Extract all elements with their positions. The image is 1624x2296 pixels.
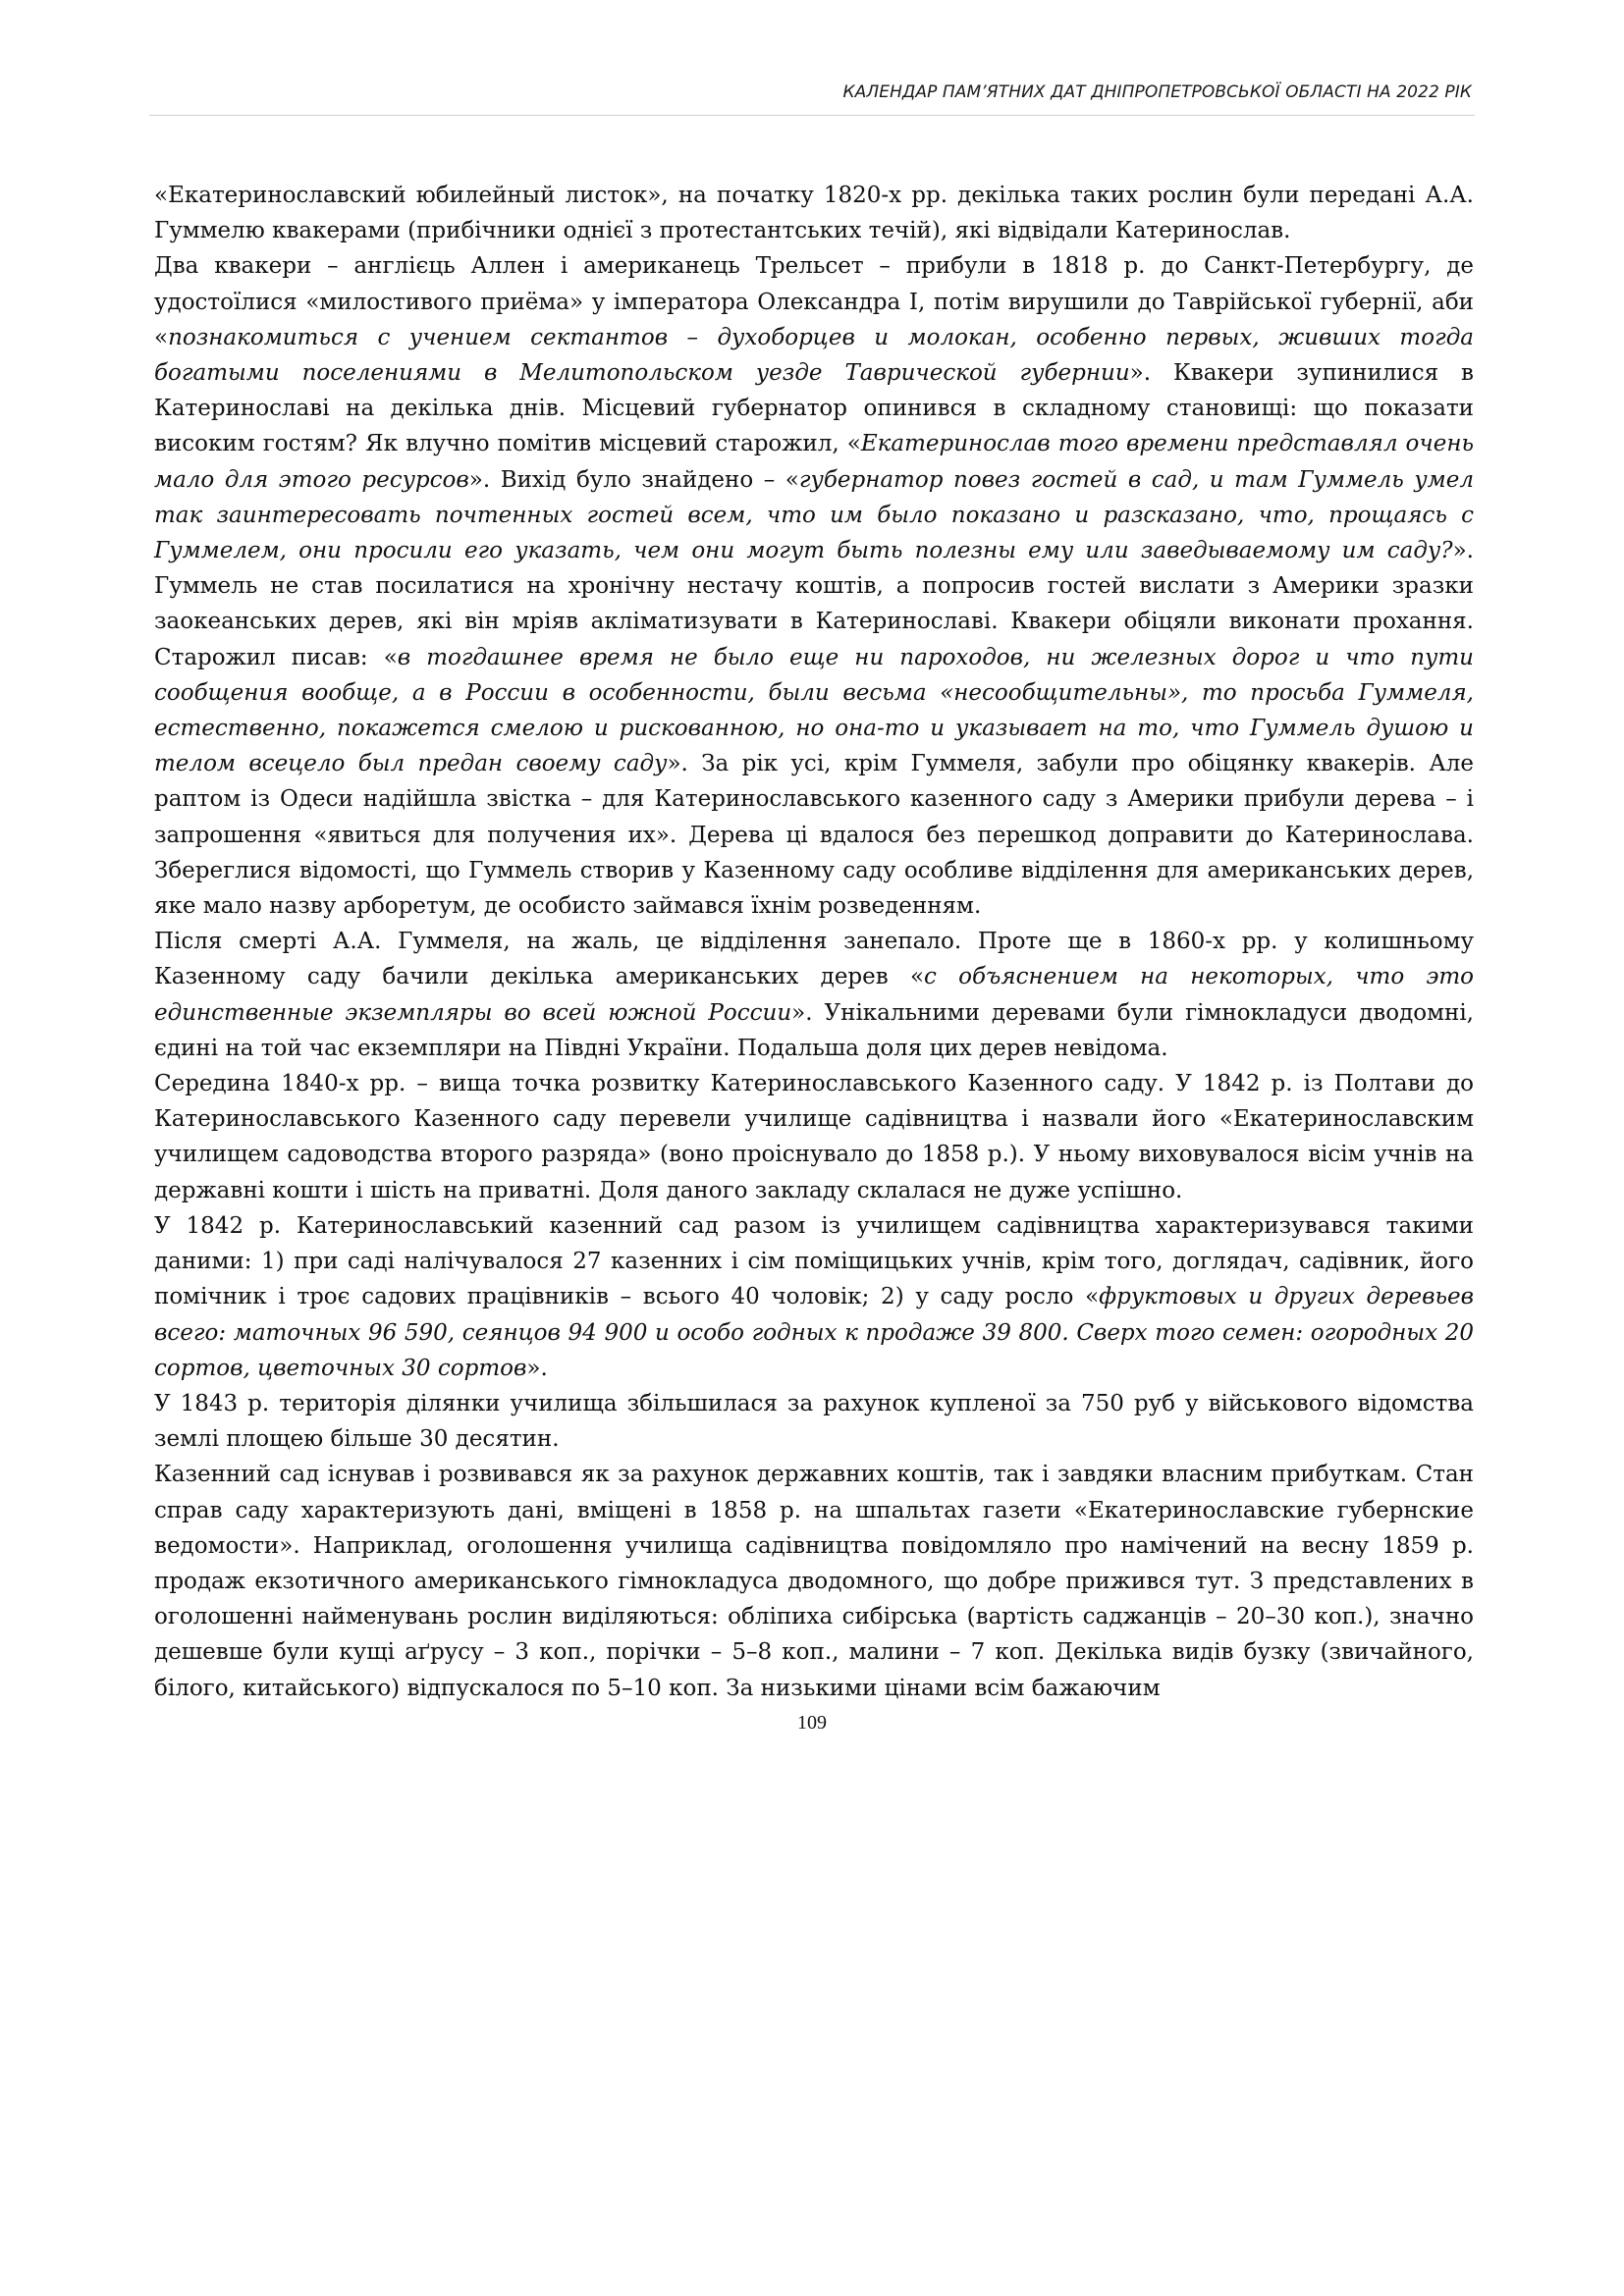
paragraph: [154, 1457, 1474, 1705]
text-run: Казенний сад існував і розвивався як за рахунок державних коштів, так і завдяки власним прибуткам. Стан справ саду характеризують дані, вміщені в 1858 р. на шпальтах газети «Екатеринославские губернские ведомости». Наприклад, оголошення училища садівництва повідомляло про намічений на весну 1859 р. продаж екзотичного американського гімнокладуса дводомного, що добре прижився тут. З представлених в оголошенні найменувань рослин виділяються: обліпиха сибірська (вартість саджанців – 20–30 коп.), значно дешевше були кущі аґрусу – 3 коп., порічки – 5–8 коп., малини – 7 коп. Декілька видів бузку (звичайного, білого, китайського) відпускалося по 5–10 коп. За низькими цінами всім бажаючим: [154, 1462, 1474, 1701]
quote-run: с объяснением на некоторых, что это единственные экземпляры во всей южной России: [154, 964, 1474, 1026]
quote-run: Екатеринослав того времени представлял очень мало для этого ресурсов: [154, 431, 1474, 493]
paragraph: [154, 248, 1474, 924]
text-run: ». Квакери зупинилися в Катеринославі на декілька днів. Місцевий губернатор опинився в складному становищі: що показати високим гостям? Як влучно помітив місцевий старожил, «: [154, 360, 1474, 457]
text-run: Два квакери – англієць Аллен і американець Трельсет – прибули в 1818 р. до Санкт-Петербургу, де удостоїлися «милостивого приёма» у імператора Олександра І, потім вирушили до Таврійської губернії, аби «: [154, 253, 1474, 350]
text-run: У 1842 р. Катеринославський казенний сад разом із училищем садівництва характеризувався такими даними: 1) при саді налічувалося 27 казенних і сім поміщицьких учнів, крім того, доглядач, садівник, його помічник і троє садових працівників – всього 40 чоловік; 2) у саду росло «: [154, 1212, 1474, 1310]
paragraph: [154, 924, 1474, 1066]
body-text: [154, 178, 1474, 1706]
paragraph: [154, 1066, 1474, 1208]
text-run: ». За рік усі, крім Гуммеля, забули про обіцянку квакерів. Але раптом із Одеси надійшла звістка – для Катеринославського казенного саду з Америки прибули дерева – і запрошення «явиться для получения их». Дерева ці вдалося без перешкод доправити до Катеринослава. Збереглися відомості, що Гуммель створив у Казенному саду особливе відділення для американських дерев, яке мало назву арборетум, де особисто займався їхнім розведенням.: [154, 751, 1474, 920]
header-divider: [149, 115, 1475, 116]
text-run: У 1843 р. територія ділянки училища збільшилася за рахунок купленої за 750 руб у військового відомства землі площею більше 30 десятин.: [154, 1390, 1474, 1453]
quote-run: губернатор повез гостей в сад, и там Гуммель умел так заинтересовать почтенных гостей всем, что им было показано и разсказано, что, прощаясь с Гуммелем, они просили его указать, чем они могут быть полезны ему или заведываемому им саду?: [154, 466, 1474, 564]
quote-run: познакомиться с учением сектантов – духоборцев и молокан, особенно первых, живших тогда богатыми поселениями в Мелитопольском уезде Таврической губернии: [154, 324, 1474, 387]
paragraph: [154, 178, 1474, 248]
text-run: ».: [526, 1355, 548, 1381]
text-run: ». Унікальними деревами були гімнокладуси дводомні, єдині на той час екземпляри на Півдні України. Подальша доля цих дерев невідома.: [154, 999, 1474, 1061]
text-run: ». Вихід було знайдено – «: [468, 466, 799, 493]
running-header: КАЛЕНДАР ПАМ’ЯТНИХ ДАТ ДНІПРОПЕТРОВСЬКОЇ ОБЛАСТІ НА 2022 РІК: [842, 82, 1472, 102]
quote-run: фруктовых и других деревьев всего: маточных 96 590, сеянцов 94 900 и особо годных к продаже 39 800. Сверх того семен: огородных 20 сортов, цветочных 30 сортов: [154, 1284, 1474, 1381]
paragraph: [154, 1208, 1474, 1386]
text-run: Після смерті А.А. Гуммеля, на жаль, це відділення занепало. Проте ще в 1860-х рр. у колишньому Казенному саду бачили декілька американських дерев «: [154, 929, 1474, 990]
page-number: 109: [797, 1712, 827, 1734]
text-run: Середина 1840-х рр. – вища точка розвитку Катеринославського Казенного саду. У 1842 р. із Полтави до Катеринославського Казенного саду перевели училище садівництва і назвали його «Екатеринославским училищем садоводства второго разряда» (воно проіснувало до 1858 р.). У ньому виховувалося вісім учнів на державні кошти і шість на приватні. Доля даного закладу склалася не дуже успішно.: [154, 1071, 1474, 1203]
text-run: ». Гуммель не став посилатися на хронічну нестачу коштів, а попросив гостей вислати з Америки зразки заокеанських дерев, які він мріяв акліматизувати в Катеринославі. Квакери обіцяли виконати прохання. Старожил писав: «: [154, 538, 1474, 670]
paragraph: [154, 1386, 1474, 1457]
quote-run: в тогдашнее время не было еще ни пароходов, ни железных дорог и что пути сообщения вообще, а в России в особенности, были весьма «несообщительны», то просьба Гуммеля, естественно, покажется смелою и рискованною, но она-то и указывает на то, что Гуммель душою и телом всецело был предан своему саду: [154, 644, 1474, 777]
text-run: «Екатеринославский юбилейный листок», на початку 1820-х рр. декілька таких рослин були передані А.А. Гуммелю квакерами (прибічники однієї з протестантських течій), які відвідали Катеринослав.: [154, 183, 1474, 244]
